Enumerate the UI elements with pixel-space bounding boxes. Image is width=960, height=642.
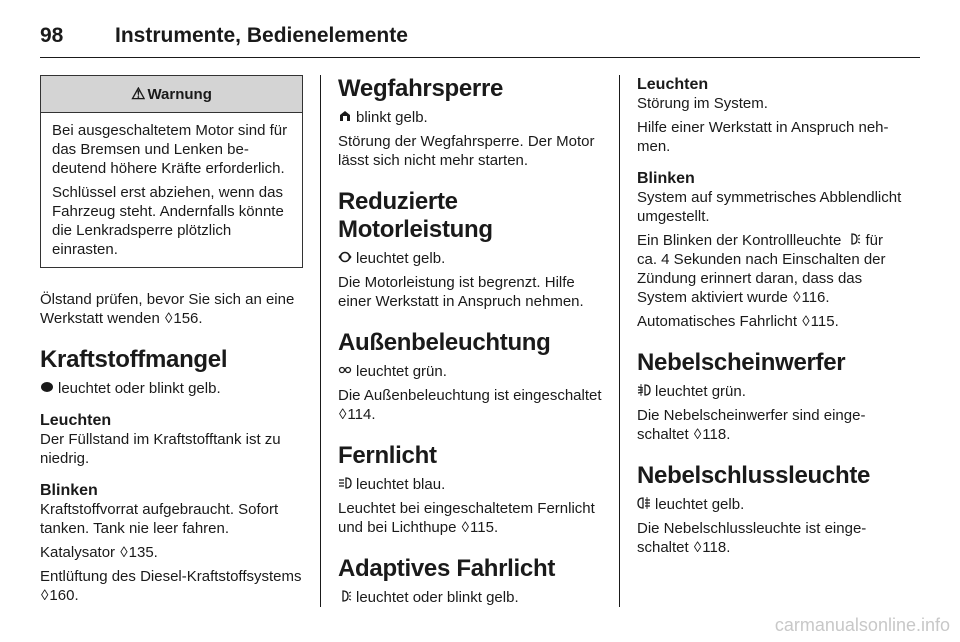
rear-fog-light-icon bbox=[637, 495, 651, 514]
page-ref-icon: ◊ bbox=[339, 406, 347, 423]
paragraph: Die Motorleistung ist begrenzt. Hilfe einer Werkstatt in Anspruch nehmen. bbox=[338, 274, 584, 310]
page-ref[interactable]: 115. bbox=[810, 313, 839, 330]
adaptive-light-icon bbox=[847, 231, 861, 250]
paragraph: Ein Blinken der Kontrollleuchte für ca. 4 Sekunden nach Einschalten der Zündung erinnert daran, dass das System aktiviert wurde ◊116. bbox=[637, 232, 886, 306]
immobilizer-icon bbox=[338, 108, 352, 127]
paragraph: Der Füllstand im Kraftstofftank ist zu niedrig. bbox=[40, 431, 281, 467]
page-ref[interactable]: 116. bbox=[801, 289, 830, 306]
page-ref-icon: ◊ bbox=[461, 519, 470, 536]
paragraph: Automatisches Fahrlicht ◊115. bbox=[637, 313, 839, 330]
page-ref[interactable]: 135. bbox=[128, 544, 158, 561]
page-ref-icon: ◊ bbox=[164, 310, 173, 327]
subheading: Leuchten bbox=[40, 412, 112, 429]
column-3 bbox=[637, 75, 903, 562]
page-ref-icon: ◊ bbox=[693, 539, 702, 556]
section-heading: Nebelschlussleuchte bbox=[637, 462, 871, 489]
high-beam-icon bbox=[338, 475, 352, 494]
paragraph: leuchtet grün. bbox=[338, 362, 604, 381]
paragraph: System auf symmetrisches Abblendlicht umgestellt. bbox=[637, 189, 902, 225]
page-ref[interactable]: 118. bbox=[702, 539, 731, 556]
page-ref[interactable]: 114. bbox=[347, 406, 376, 423]
page-ref-icon: ◊ bbox=[802, 313, 810, 330]
page-ref-icon: ◊ bbox=[693, 426, 702, 443]
subheading: Blinken bbox=[40, 482, 98, 499]
paragraph: Störung im System. bbox=[637, 95, 768, 112]
section-heading: Adaptives Fahrlicht bbox=[338, 555, 556, 582]
paragraph: Die Nebelscheinwerfer sind eingeschaltet ◊118. bbox=[637, 407, 866, 443]
section-heading: Außenbeleuchtung bbox=[338, 329, 551, 356]
watermark: carmanualsonline.info bbox=[774, 615, 950, 635]
warning-title: Warnung bbox=[147, 85, 212, 103]
paragraph: Die Außenbeleuchtung ist eingeschaltet ◊114. bbox=[338, 387, 602, 423]
paragraph: leuchtet gelb. bbox=[637, 495, 903, 514]
paragraph: Hilfe einer Werkstatt in Anspruch nehmen. bbox=[637, 119, 889, 155]
column-2 bbox=[338, 75, 604, 612]
section-heading: Wegfahrsperre bbox=[338, 75, 504, 102]
column-1 bbox=[40, 75, 303, 610]
warning-box bbox=[40, 75, 303, 268]
paragraph: Störung der Wegfahrsperre. Der Motor lässt sich nicht mehr starten. bbox=[338, 133, 595, 169]
paragraph: blinkt gelb. bbox=[338, 108, 604, 127]
page-header bbox=[40, 16, 920, 56]
paragraph: Leuchtet bei eingeschaltetem Fernlicht und bei Lichthupe ◊115. bbox=[338, 500, 595, 536]
fog-light-icon bbox=[637, 382, 651, 401]
paragraph: leuchtet grün. bbox=[637, 382, 903, 401]
paragraph: Katalysator ◊135. bbox=[40, 544, 158, 561]
paragraph: leuchtet oder blinkt gelb. bbox=[40, 379, 303, 398]
engine-power-icon bbox=[338, 249, 352, 268]
warning-text: Schlüssel erst abziehen, wenn das Fahrzeug steht. Andernfalls könnte die Lenkradsperre plötzlich einrasten. bbox=[52, 184, 284, 258]
warning-header bbox=[41, 76, 302, 113]
warning-text: Bei ausgeschaltetem Motor sind für das Bremsen und Lenken bedeutend höhere Kräfte erforderlich. bbox=[52, 122, 288, 177]
page-ref[interactable]: 156. bbox=[173, 310, 203, 327]
page-title: Instrumente, Bedienelemente bbox=[115, 24, 408, 47]
section-heading: Reduzierte Motorleistung bbox=[338, 188, 493, 243]
page-number: 98 bbox=[40, 24, 64, 47]
section-heading: Kraftstoffmangel bbox=[40, 346, 228, 373]
paragraph: Entlüftung des Diesel-Kraftstoffsystems ◊160. bbox=[40, 568, 302, 604]
header-rule bbox=[40, 57, 920, 58]
subheading: Leuchten bbox=[637, 76, 709, 93]
page-ref[interactable]: 160. bbox=[49, 587, 79, 604]
page-ref[interactable]: 118. bbox=[702, 426, 731, 443]
adaptive-light-icon bbox=[338, 588, 352, 607]
page-ref[interactable]: 115. bbox=[470, 519, 499, 536]
fuel-icon bbox=[40, 379, 54, 398]
paragraph: Ölstand prüfen, bevor Sie sich an eine Werkstatt wenden ◊156. bbox=[40, 291, 295, 327]
warning-icon: ⚠ bbox=[131, 86, 146, 103]
page-ref-icon: ◊ bbox=[120, 544, 128, 561]
exterior-light-icon bbox=[338, 362, 352, 381]
warning-body bbox=[41, 113, 302, 267]
section-heading: Fernlicht bbox=[338, 442, 437, 469]
paragraph: leuchtet gelb. bbox=[338, 249, 604, 268]
paragraph: leuchtet blau. bbox=[338, 475, 604, 494]
page-ref-icon: ◊ bbox=[793, 289, 801, 306]
paragraph: Kraftstoffvorrat aufgebraucht. Sofort tanken. Tank nie leer fahren. bbox=[40, 501, 279, 537]
paragraph: leuchtet oder blinkt gelb. bbox=[338, 588, 604, 607]
paragraph: Die Nebelschlussleuchte ist eingeschaltet ◊118. bbox=[637, 520, 867, 556]
column-divider bbox=[320, 75, 321, 607]
section-heading: Nebelscheinwerfer bbox=[637, 349, 846, 376]
subheading: Blinken bbox=[637, 170, 695, 187]
page-ref-icon: ◊ bbox=[41, 587, 49, 604]
column-divider bbox=[619, 75, 620, 607]
